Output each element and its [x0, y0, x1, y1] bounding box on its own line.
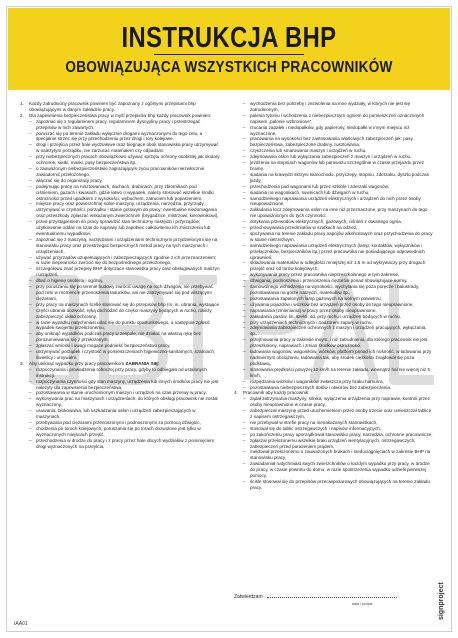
list-item-text: przy urządzeniach technicznych i nadzorem zapory w ruchu, [250, 319, 373, 325]
list-item [20, 320, 220, 332]
list-item-text: stosował się do tablic ostrzegawczych i napisów informacyjnych, [250, 425, 381, 431]
list-item-text: zgłaszać wnioski i uwagi mogące podnieść bezpieczeństwo pracy, [36, 343, 171, 349]
list-item [20, 237, 220, 255]
list-item-text: wykonywania pracy przez pracownika nieprzeszkolonego w tym zakresie, [250, 272, 400, 278]
list-item-text: poruszać się po terenie zakładu wyłącznie drogami wyznaczonymi do tego celu, a specjalnie strzec się przy przechodzeniu przez drogi i tory kolejowe, [36, 130, 203, 142]
list-item-text: rozpoczynania czynności gdy stan maszyny, urządzenia lub innych środków pracy nie jest należyty dla zapewnienia bezpieczeństwa, [36, 378, 219, 390]
list-dash: – [243, 408, 246, 414]
list-dash: – [29, 236, 32, 242]
list-item [234, 125, 434, 137]
list-item-text: przechowywania przedmiotów w szafkach na odzież, [250, 225, 358, 231]
list-dash: – [243, 449, 246, 455]
list-item [234, 136, 434, 148]
list-item-text: drogi i przejścia przez hale wydziałowe oraz biegnące obok stanowiska pracy utrzymywać w należytym porządku, nie zarzucać materiałem czy odpadami, [36, 142, 219, 154]
list-item-text: usuwania, blokowania, lub uszkadzania osłon i urządzeń zabezpieczających w maszynach, [36, 408, 196, 420]
list-item-text: przy pracy na maszynach ściśle stosować się do przepisów bhp (m. in. ubrania, wystające części ubrania dozwolić, ręką dochodzić do części maszyny będących w ruchu, należy zabezpieczyć układ ochronny, [36, 301, 220, 319]
list-item-text: zdejmowania zabezpieczeń ochronnych z maszyn i urządzeń pracujących, wyłączania, itp., [250, 325, 427, 337]
list-item [234, 396, 434, 408]
list-item [20, 266, 220, 278]
list-dash: – [243, 112, 246, 118]
list-item-text: przejmowania pracy w zakresie innym, i niż zatrudnienia, dla którego pracownik nie jest przeszkolony, naprawach i zmian środków ostrożności, [250, 337, 428, 349]
list-item-text: pozostawiania w stanie uruchomionym maszyn i urządzeń na czas przerwy w pracy, [36, 390, 207, 396]
list-item-text: zdejmowania osłon lub wyłączania zabezpieczeń z maszyn i urządzeń w ruchu, [250, 154, 412, 160]
list-item [234, 479, 434, 491]
list-dash: – [29, 437, 32, 443]
list-item-text: zgłaszał przełożonemu wszelkie braki urządzeń wentylacyjnych, ostrzegawczych, zabezpieczeń przed porażeniem prądem, [250, 437, 416, 449]
list-item [20, 201, 220, 219]
page-subtitle: OBOWIĄZUJĄCA WSZYSTKICH PRACOWNIKÓW [65, 59, 393, 76]
list-dash: – [243, 313, 246, 319]
list-item [234, 113, 434, 125]
point-4-list [234, 396, 434, 491]
brand-logo [438, 560, 450, 630]
list-item-text: przebywania pod ciężarami przenoszonymi i podnoszonymi za pomocą dźwignic, [36, 419, 201, 425]
list-item [234, 207, 434, 219]
list-item [234, 160, 434, 172]
list-item-text: wychodzenia bez potrzeby i zezwolenia na inne wydziały, w których nie jest się zatrudnionym, [250, 101, 411, 112]
list-dash: – [29, 301, 32, 307]
list-item-text: spożywania na terenie zakładu pracy napojów alkoholowych oraz przychodzenia do pracy w stanie nietrzeźwym, [250, 230, 433, 242]
list-item-text: zabezpieczał maszynę przed uruchomieniem przez osoby trzecie oraz umieszczał tablice z napisem ostrzegawczym, [250, 408, 432, 420]
list-item-text: utrzymywać porządek i czystość w pomieszczeniach higieniczno-sanitarnych, szatniach, świetlicy i umywalni. [36, 349, 216, 360]
list-dash: – [243, 384, 246, 390]
list-dash: – [29, 118, 32, 124]
title-banner [8, 8, 450, 90]
list-item [20, 184, 220, 202]
page-title: INSTRUKCJA BHP [121, 22, 337, 54]
list-item-text: ściśle stosował się do przepisów przeciwpożarowych obowiązujących na terenie zakładu pracy. [250, 479, 431, 490]
list-dash: – [243, 319, 246, 325]
list-item-text: rozpoczynania i prowadzenia roboczej przy pracy, gdyby to odbiegało od ustalonych instrukcji, [36, 366, 207, 378]
title-divider [8, 54, 450, 56]
point-2-list [20, 119, 220, 361]
list-dash: – [243, 337, 246, 343]
list-item-text: meldował przełożonemu o zauważonych brakach i niedociągnięciach w zakresie BHP na stanowisku pracy, [250, 449, 431, 461]
list-item [20, 119, 220, 131]
list-dash: – [243, 378, 246, 384]
list-item-text: czyszczenia lub smarowania maszyn i urządzeń w ruchu, [250, 148, 367, 154]
list-dash: – [243, 307, 246, 313]
list-item-text: używać przyrządów uzupełniających i zabezpieczających zgodnie z ich przeznaczeniem; w razie niepewności zwrócić się do bezpośredniego przełożonego, [36, 254, 217, 266]
list-item-text: dotykania przewodów elektrycznych, gazowych, ciśnień z otwartego ognia, [250, 219, 402, 225]
list-dash: – [243, 278, 246, 284]
list-dash: – [243, 260, 246, 266]
list-item [20, 379, 220, 391]
list-item [20, 166, 220, 178]
list-dash: – [29, 266, 32, 272]
list-dash: – [243, 189, 246, 195]
list-dash: – [29, 319, 32, 325]
list-item-text: wykonywania prac na maszynach i urządzeniach, do których obsługi pracownik nie został wyznaczony, [36, 396, 218, 408]
list-dash: – [243, 431, 246, 437]
point-2: 2. Dla zapewnienia bezpieczeństwa pracy w myśl przepisów bhp każdy pracownik powinien: [20, 112, 212, 118]
list-item-text: przechodzenia pod wagonami lub przez szłoble i zderzaki wagonów, [250, 183, 389, 189]
list-item-text: stosowania prędkości powyżej 10 km/h na terenie zakładu, wewnątrz hal nie więcej niż 5 km/h, [250, 366, 431, 378]
right-column [234, 101, 434, 491]
list-item [20, 349, 220, 361]
list-dash: – [243, 325, 246, 331]
list-dash: – [29, 165, 32, 171]
list-item-text: podejmując pracę na rusztowaniach, dachach, drabinach, przy zbiornikach pod ciśnieniem, gazach i kwasach, gdzie łatwo o wypadek, należy stosować wszelkie środki ostrożności przed upadkiem z wysokości, wybuchem, zatruciem lub poparzeniem, [36, 183, 214, 201]
list-item-text: przed przystąpieniem do pracy sprawdzić stan techniczny narzędzi i przyrządów; użytkowanie oddać na czas do naprawy lub zapobiec całkowitemu ich zniszczeniu lub ewentualnemu wypadkowi, [36, 219, 211, 236]
list-item-text: przy niebezpiecznych pracach obowiązkowo używać sprzętu ochrony osobistej jak okulary ochronne, siatki, maski, pasy bezpieczeństwa itp., [36, 154, 220, 166]
list-item [20, 367, 220, 379]
list-item-text: dźwigania, podnoszenia i przenoszenia ciężarów ponad obowiązujące normy, [250, 278, 408, 284]
list-item [20, 426, 220, 438]
list-item [20, 396, 220, 408]
point-1: 1. Każdy zatrudniony pracownik powinien być zapoznany z ogólnymi przepisami bhp obowiązującymi w danym zakładzie pracy. [20, 101, 196, 112]
list-dash: – [29, 154, 32, 160]
list-item-text: naprawiania (zmieniania) w pracy przez osoby nieuprawnione, [250, 307, 377, 313]
list-dash: – [29, 378, 32, 384]
list-dash: – [243, 225, 246, 231]
document-code: IAA01 [14, 621, 28, 627]
list-dash: – [29, 177, 32, 183]
list-item-text: dbać o higienę osobistą i ogólną, [36, 278, 103, 284]
list-dash: – [29, 349, 32, 355]
list-item [20, 438, 220, 450]
approval-label: Zatwierdzam [234, 594, 263, 600]
list-dash: – [243, 366, 246, 372]
list-dash: – [243, 479, 246, 484]
list-item-text: samodzielnego naprawiania urządzeń elektrycznych i urządzeń do nich przez osoby nieupoważnione, [250, 195, 421, 207]
list-item [20, 408, 220, 420]
list-dash: – [29, 254, 32, 260]
list-dash: – [29, 408, 32, 414]
list-item-text: miejsce pracy oraz powierzchnię sobie maszyny, urządzenia, narzędzia, przyrządy, utrzymywać w czystości, porządku i stanie gotowym do pracy; ewentualne niedomagania oraz przeszkody zgłaszać wskazanym zwierzchnim (brygadzice, mistrzowi, kierownikowi), [36, 201, 219, 219]
list-dash: – [29, 425, 32, 431]
list-item [234, 260, 434, 272]
list-dash: – [243, 124, 246, 130]
list-item [234, 449, 434, 461]
list-item-text: po zakończeniu pracy uporządkował stanowisko pracy, narzędzia, ochronne pracownicze, [250, 431, 433, 437]
list-dash: – [29, 419, 32, 425]
list-dash: – [29, 390, 32, 396]
list-item-text: pracowania na wysokości bez zastosowania właściwych zabezpieczeń jak: pasy bezpieczeństwa, zabezpieczone drabiny, rusztowania, [250, 136, 413, 148]
list-dash: – [243, 461, 246, 467]
list-item-text: szczegółowo znać przepisy BHP dotyczące stanowiska pracy oraz obsługiwanych maszyn i urządzeń, [36, 266, 220, 278]
list-dash: – [243, 242, 246, 248]
list-item [20, 302, 220, 320]
list-dash: – [243, 425, 246, 431]
list-item-text: siadania na wagonikach, suwnicach lub dźwigach w ruchu, [250, 189, 370, 195]
list-dash: – [29, 396, 32, 402]
list-dash: – [243, 207, 246, 213]
list-dash: – [243, 396, 246, 402]
list-dash: – [243, 301, 246, 307]
list-dash: – [243, 349, 246, 355]
list-item-text: nie przebywał w strefie pracy na nienakazanych stanowiskach, [250, 419, 378, 425]
list-item-text: składowania materiałów w odległości mniejszej niż 1,5 m od wykrywaczy przy drogach przejść oraz od torów kolejowych, [250, 260, 426, 272]
list-item-text: pozostawiania niebezpiecznych dołów i otworów bez zabezpieczenia. [250, 384, 392, 390]
list-item [20, 255, 220, 267]
list-item-text: zapoznać się z maszyną, narzędziami i urządzeniami technicznymi przydzielonymi się na stanowisku pracy oraz przestrzegać bezpiecznych metod pracy na tych maszynach i urządzeniach, [36, 236, 218, 254]
point-3-list-continued [234, 101, 434, 390]
list-dash: – [29, 130, 32, 136]
list-dash: – [29, 366, 32, 372]
instruction-body [20, 101, 436, 591]
list-item [234, 337, 434, 349]
list-item-text: o zauważonym niebezpieczeństwie zagrażającym życiu pracowników niezwłocznie zawiadomić przełożonego, [36, 165, 205, 177]
list-item-text: ładowania wagonów, wagoników, wózków, platform ponad ich nośność, w ładowaniu przy nadmiernym obciążeniu, ładowania tak, aby środek ciężkości znajdował się poza podstawą, [250, 349, 432, 366]
list-item [234, 196, 434, 208]
list-dash: – [29, 183, 32, 189]
point-3: 3. Aby uniknąć wypadku przy pracy pracownikom ZABRANIA SIĘ: [20, 360, 160, 366]
list-item-text: przechodzenia w drodze do pracy i z pracy przez hale obcych wydziałów z pominięciem drogi wyznaczonych na przejścia, [36, 437, 215, 449]
list-item-text: używania pojazdów i wózków bez urządzeń przez osoby do tego nieuprawnione, [250, 301, 414, 307]
point-4: 4. Pracownik aby każdy pracownik: [234, 390, 310, 396]
brand-name: signproject [438, 582, 445, 620]
list-item [234, 101, 434, 113]
list-dash: – [243, 148, 246, 154]
list-item-text: zakładania lecz zdejmowania osłon na inne niż przeznaczone, przy maszynach do tego nie upoważnionym do tych czynności, [250, 207, 428, 219]
list-item [234, 349, 434, 367]
list-dash: – [243, 284, 246, 290]
list-dash: – [243, 272, 246, 278]
list-item-text: włączać się do organizacji pracy, [36, 177, 103, 183]
list-item-text: palenia tytoniu i wchodzenia z niebezpiecznym ogniem do pomieszczeń oznaczonych napisem „palenie wzbronione”, [250, 112, 425, 124]
list-item [234, 367, 434, 379]
list-item-text: rozpędzania wózków i wagoników zwłaszcza przy braku hamulca, [250, 378, 384, 384]
list-dash: – [29, 331, 32, 337]
list-item-text: siadania na krawędzi skrzyni samochodu, przyczepy, stopniu, zderzaku, dyszlu podczas jazdy, [250, 171, 429, 183]
list-dash: – [243, 154, 246, 160]
list-item-text: pozostawiania zapalonych lamp gazowych na wolnym powietrzu, [250, 295, 383, 301]
list-dash: – [243, 136, 246, 142]
list-item [234, 243, 434, 261]
list-dash: – [243, 171, 246, 177]
list-item [234, 408, 434, 420]
list-item-text: zakładania pasów, lin, szekli, itd. przy ruchu i urządzeń będących w ruchu, [250, 313, 401, 319]
list-dash: – [29, 284, 32, 290]
list-item [234, 325, 434, 337]
list-dash: – [243, 230, 246, 236]
list-item-text: w razie wypadku natychmiast udać się do punktu opatrunkowego, a następnie zgłosić wypadek swojemu przełożonemu, [36, 319, 210, 331]
list-item [20, 284, 220, 302]
list-dash: – [29, 142, 32, 148]
list-dash: – [243, 195, 246, 201]
list-item [234, 461, 434, 479]
list-dash: – [29, 219, 32, 225]
list-item [20, 154, 220, 166]
list-item [234, 231, 434, 243]
list-dash: – [243, 295, 246, 301]
list-item-text: zawiadamiał natychmiast swych zwierzchników o każdym wypadku przy pracy, w drodze do pracy, w czasie powrotu do domu; w razie spostrzeżenia wypadku udzielił pierwszej pomocy, [250, 461, 430, 479]
list-item [234, 438, 434, 450]
list-item [20, 219, 220, 237]
list-item-text: przy poruszaniu się po terenie budowy zwrócić uwagę na ruch dźwigów, nie przebywać pod nimi w momencie przenoszenia ładunków, ani nie zatrzymywać się pod wiszącymi ciężarami, [36, 284, 213, 301]
list-dash: – [243, 101, 246, 106]
list-item-text: rzucania zapałek i niedopałków, gdy papierosy, niedopałki w innym miejscu niż wyznaczone, [250, 124, 410, 136]
list-item [234, 172, 434, 184]
list-item-text: aby uniknąć wypadków podczas pracy w zespole, nie działać na własną rękę bez porozumiewania się z przełożonym, [36, 331, 201, 343]
list-item-text: samodzielnego naprawiania urządzeń elektrycznych (lamp, kontaktów, wyłączników i przełączników, bezpieczników itp.) przez pracownika nie posiadającego odpowiednich uprawnień, [250, 242, 425, 260]
approval-signature [234, 594, 397, 600]
list-dash: – [243, 219, 246, 225]
list-dash: – [243, 419, 246, 425]
list-dash: – [243, 160, 246, 166]
list-item-text: samowolnego wchodzenia na wysokości, wychylania się poza poręcze i balustrady, pozostawiania na górze narzędzi, materiałów itp., [250, 284, 420, 295]
list-dash: – [29, 343, 32, 349]
list-item-text: żądał zatrzymania maszyny, silnika, wyłączenia urządzenia przy naprawie, kontroli przez osoby nieuprawnione w czasie pracy, [250, 396, 430, 408]
point-3-list [20, 367, 220, 450]
list-dash: – [243, 183, 246, 189]
signature-caption: data i podpis [352, 602, 373, 606]
list-item [20, 131, 220, 143]
list-item-text: chodzenia po torach kolejowych, poruszania się po torach dozwolone jest tylko w wyznaczonych miejscach przejść, [36, 425, 201, 437]
signature-line [267, 597, 397, 598]
list-item-text: zapoznać się z regulaminem pracy, regulaminem dyscypliny pracy i przestrzegać przepisów w nich zawartych, [36, 118, 201, 130]
list-item-text: jeżdżenia na stopniach wagonów lub parowozu szczególnie w czasie przejazdu przez bramę, [250, 160, 424, 171]
list-dash: – [243, 437, 246, 443]
list-dash: – [29, 278, 32, 284]
list-item [20, 142, 220, 154]
list-item [234, 284, 434, 296]
list-dash: – [29, 201, 32, 207]
list-item [20, 331, 220, 343]
left-column [20, 101, 220, 449]
